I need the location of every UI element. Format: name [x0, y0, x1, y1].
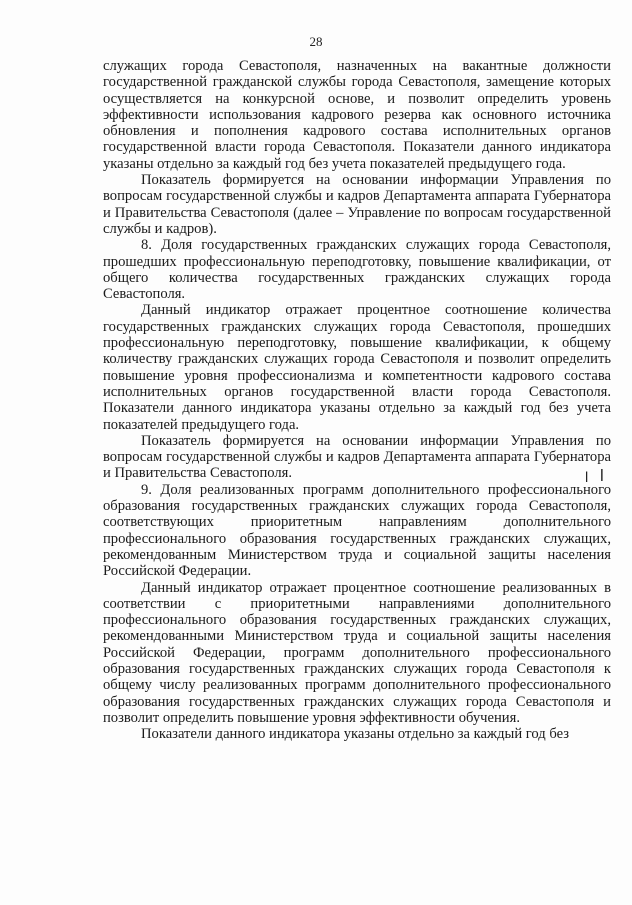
- paragraph-3: 8. Доля государственных гражданских служащих города Севастополя, прошедших профессиональную переподготовку, повышение квалификации, от общего количества государственных гражданских служащих города Севастополя.: [103, 237, 611, 303]
- paragraph-1: служащих города Севастополя, назначенных на вакантные должности государственной гражданской службы города Севастополя, замещение которых осуществляется на конкурсной основе, и позволит определить уровень эффективности использования кадрового резерва как основного источника обновления и пополнения кадрового состава исполнительных органов государственной власти города Севастополя. Показатели данного индикатора указаны отдельно за каждый год без учета показателей предыдущего года.: [103, 58, 611, 172]
- paragraph-6: 9. Доля реализованных программ дополнительного профессионального образования государственных гражданских служащих города Севастополя, соответствующих приоритетным направлениям дополнительного профессионального образования государственных гражданских служащих, рекомендованным Министерством труда и социальной защиты населения Российской Федерации.: [103, 481, 611, 580]
- paragraph-4: Данный индикатор отражает процентное соотношение количества государственных гражданских служащих города Севастополя, прошедших профессиональную переподготовку, повышение квалификации, к общему количеству гражданских служащих города Севастополя и позволит определить повышение уровня профессионализма и компетентности кадрового состава исполнительных органов государственной власти города Севастополя. Показатели данного индикатора указаны отдельно за каждый год без учета показателей предыдущего года.: [103, 302, 611, 433]
- paragraph-7: Данный индикатор отражает процентное соотношение реализованных в соответствии с приоритетными направлениями дополнительного профессионального образования государственных гражданских служащих, рекомендованными Министерством труда и социальной защиты населения Российской Федерации, программ дополнительного профессионального образования государственных гражданских служащих города Севастополя к общему числу реализованных программ дополнительного профессионального образования государственных гражданских служащих города Севастополя и позволит определить повышение уровня эффективности обучения.: [103, 579, 611, 726]
- margin-mark: ǀ: [600, 466, 604, 485]
- margin-mark: ǀ: [585, 470, 589, 486]
- page-number: 28: [309, 34, 323, 49]
- paragraph-8: Показатели данного индикатора указаны отдельно за каждый год без: [141, 726, 570, 743]
- paragraph-2: Показатель формируется на основании информации Управления по вопросам государственной службы и кадров Департамента аппарата Губернатора и Правительства Севастополя (далее – Управление по вопросам государственной службы и кадров).: [103, 172, 611, 237]
- document-body: [103, 58, 611, 742]
- paragraph-5: Показатель формируется на основании информации Управления по вопросам государственной службы и кадров Департамента аппарата Губернатора и Правительства Севастополя.: [103, 432, 611, 482]
